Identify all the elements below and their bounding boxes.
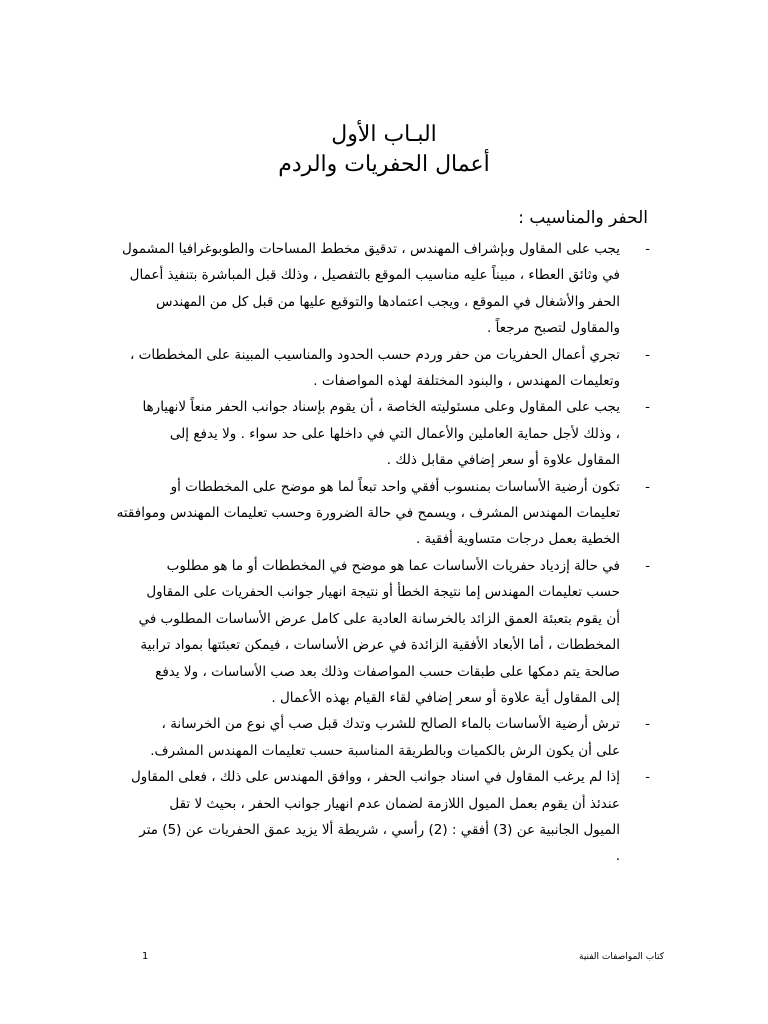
list-item bbox=[102, 764, 650, 870]
list-item bbox=[102, 394, 650, 473]
list-item-line: في وثائق العطاء ، مبيناً عليه مناسيب الموقع بالتفصيل ، وذلك قبل المباشرة بتنفيذ أعمال bbox=[129, 267, 620, 284]
specification-list bbox=[102, 236, 650, 870]
list-item-line: على أن يكون الرش بالكميات وبالطريقة المناسبة حسب تعليمات المهندس المشرف. bbox=[150, 742, 620, 759]
bullet-dash: - bbox=[645, 241, 650, 257]
list-item-line: يجب على المقاول وبإشراف المهندس ، تدقيق مخطط المساحات والطوبوغرافيا المشمول bbox=[122, 241, 620, 257]
list-item-line: والمقاول لتصبح مرجعاً . bbox=[487, 320, 620, 337]
bullet-dash: - bbox=[645, 399, 650, 416]
page-number: 1 bbox=[142, 951, 149, 962]
list-item-line: الحفر والأشغال في الموقع ، ويجب اعتمادها والتوقيع عليها من قبل كل من المهندس bbox=[155, 293, 620, 310]
list-item-line: الميول الجانبية عن (3) أفقي : (2) رأسي ، شريطة ألا يزيد عمق الحفريات عن (5) متر bbox=[139, 821, 620, 838]
list-item-line: أن يقوم بتعبئة العمق الزائد بالخرسانة العادية على كامل عرض الأساسات المطلوب في bbox=[138, 610, 620, 627]
list-item-line: ترش أرضية الأساسات بالماء الصالح للشرب وتدك قبل صب أي نوع من الخرسانة ، bbox=[161, 716, 620, 733]
list-item-line: في حالة إزدياد حفريات الأساسات عما هو موضح في المخططات أو ما هو مطلوب bbox=[166, 557, 620, 574]
list-item-line: . bbox=[615, 848, 620, 865]
footer-book-label: كتاب المواصفات الفنية bbox=[579, 952, 664, 962]
list-item-line: وتعليمات المهندس ، والبنود المختلفة لهذه المواصفات . bbox=[313, 373, 620, 390]
list-item-line: المخططات ، أما الأبعاد الأفقية الزائدة في عرض الأساسات ، فيمكن تعبئتها بمواد ترابية bbox=[140, 637, 620, 654]
list-item-line: تجري أعمال الحفريات من حفر وردم حسب الحدود والمناسيب المبينة على المخططات ، bbox=[130, 346, 620, 363]
list-item bbox=[102, 711, 650, 764]
list-item-line: إذا لم يرغب المقاول في اسناد جوانب الحفر ، ووافق المهندس على ذلك ، فعلى المقاول bbox=[131, 769, 620, 786]
bullet-dash: - bbox=[645, 769, 650, 786]
list-item bbox=[102, 236, 650, 342]
list-item bbox=[102, 474, 650, 553]
list-item-line: صالحة يتم دمكها على طبقات حسب المواصفات وذلك بعد صب الأساسات ، ولا يدفع bbox=[155, 663, 620, 680]
bullet-dash: - bbox=[645, 716, 650, 733]
bullet-dash: - bbox=[645, 478, 650, 495]
section-heading: الحفر والمناسيب : bbox=[518, 208, 648, 228]
bullet-dash: - bbox=[645, 557, 650, 574]
list-item-line: عندئذ أن يقوم بعمل الميول اللازمة لضمان عدم انهيار جوانب الحفر ، بحيث لا تقل bbox=[169, 795, 620, 812]
list-item-line: تعليمات المهندس المشرف ، ويسمح في حالة الضرورة وحسب تعليمات المهندس وموافقته bbox=[116, 505, 620, 522]
chapter-title: البـاب الأول bbox=[331, 122, 437, 147]
list-item-line: ، وذلك لأجل حماية العاملين والأعمال التي في داخلها على حد سواء . ولا يدفع إلى bbox=[169, 425, 620, 442]
list-item-line: الخطية بعمل درجات متساوية أفقية . bbox=[415, 531, 620, 548]
list-item-line: المقاول علاوة أو سعر إضافي مقابل ذلك . bbox=[386, 452, 620, 469]
list-item-line: تكون أرضية الأساسات بمنسوب أفقي واحد تبعاً لما هو موضح على المخططات أو bbox=[170, 478, 620, 495]
list-item-line: يجب على المقاول وعلى مسئوليته الخاصة ، أن يقوم بإسناد جوانب الحفر منعاً لانهيارها bbox=[142, 399, 620, 416]
chapter-subtitle: أعمال الحفريات والردم bbox=[278, 152, 490, 177]
bullet-dash: - bbox=[645, 346, 650, 363]
list-item-line: إلى المقاول أية علاوة أو سعر إضافي لقاء القيام بهذه الأعمال . bbox=[271, 689, 620, 706]
list-item bbox=[102, 553, 650, 711]
list-item-line: حسب تعليمات المهندس إما نتيجة الخطأ أو نتيجة انهيار جوانب الحفريات على المقاول bbox=[146, 584, 620, 601]
list-item bbox=[102, 342, 650, 395]
